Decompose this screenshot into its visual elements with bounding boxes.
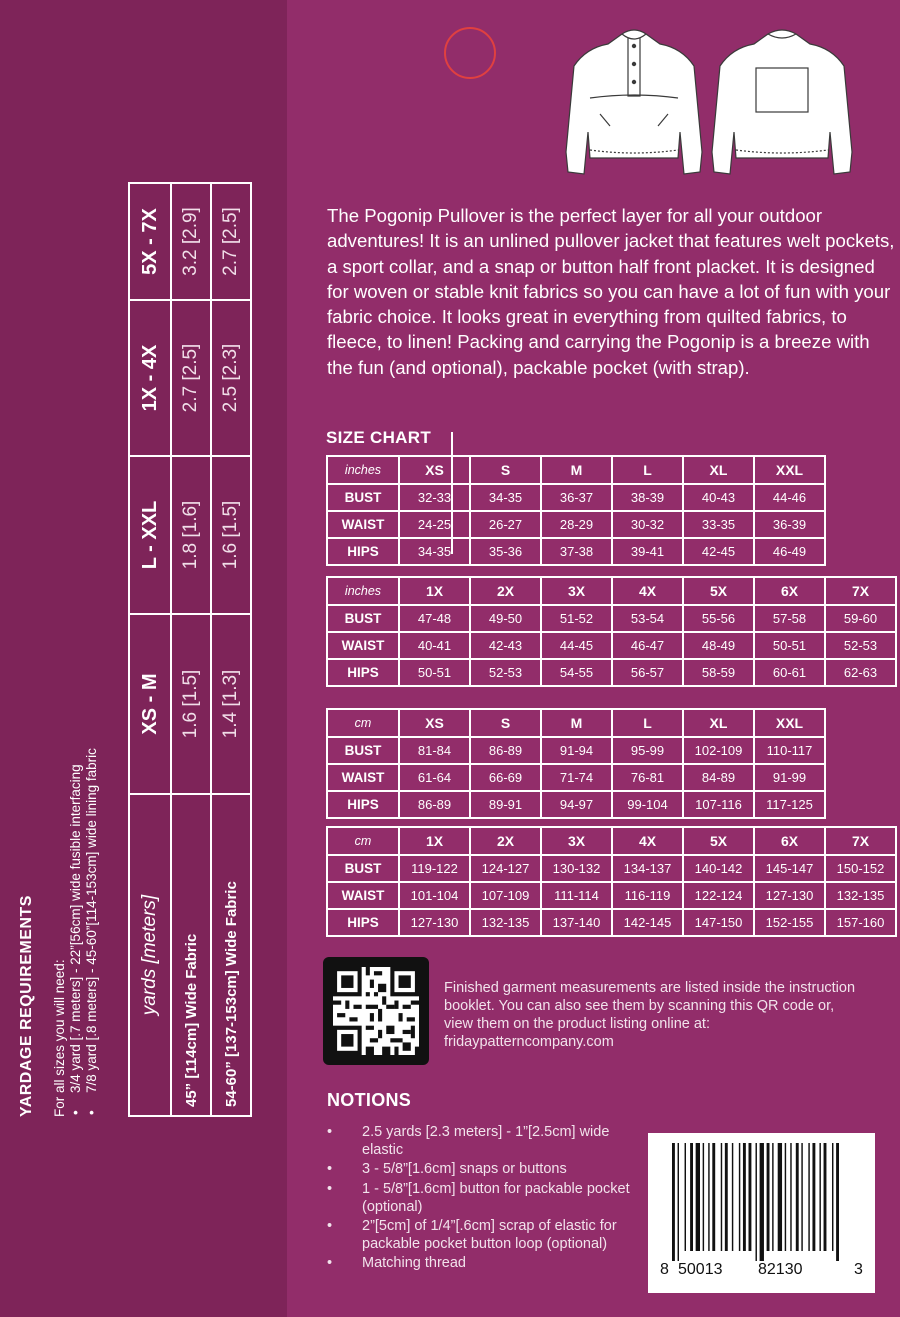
yardage-bullets	[68, 748, 100, 1117]
measurement-value: 53-54	[612, 605, 683, 632]
barcode-bar	[708, 1143, 709, 1251]
measurement-value: 24-25	[399, 511, 470, 538]
measurement-value: 157-160	[825, 909, 896, 936]
size-header: 4X	[612, 827, 683, 855]
barcode-bar	[690, 1143, 693, 1251]
measurement-value: 89-91	[470, 791, 541, 818]
barcode-bar	[756, 1143, 757, 1261]
yardage-size-header: XS - M	[129, 614, 171, 794]
size-table-cm-standard	[326, 708, 826, 819]
measurement-label: BUST	[327, 737, 399, 764]
size-chart-title: SIZE CHART	[326, 428, 431, 447]
barcode-bar	[672, 1143, 675, 1261]
measurement-value: 110-117	[754, 737, 825, 764]
measurement-value: 34-35	[399, 538, 470, 565]
barcode-bar	[725, 1143, 728, 1251]
barcode	[648, 1133, 875, 1293]
barcode-bar	[749, 1143, 752, 1251]
measurement-value: 140-142	[683, 855, 754, 882]
measurement-value: 122-124	[683, 882, 754, 909]
barcode-bar	[808, 1143, 809, 1251]
measurement-value: 34-35	[470, 484, 541, 511]
measurement-value: 50-51	[399, 659, 470, 686]
measurement-label: BUST	[327, 484, 399, 511]
measurement-value: 50-51	[754, 632, 825, 659]
measurement-value: 30-32	[612, 511, 683, 538]
measurement-value: 44-46	[754, 484, 825, 511]
size-table-inches-standard	[326, 455, 826, 566]
barcode-bar	[760, 1143, 764, 1261]
barcode-bars-icon	[672, 1143, 852, 1261]
measurement-value: 127-130	[754, 882, 825, 909]
yardage-value: 2.7 [2.5]	[171, 300, 211, 456]
measurement-value: 117-125	[754, 791, 825, 818]
yardage-table	[128, 182, 252, 1117]
measurement-value: 119-122	[399, 855, 470, 882]
yardage-value: 1.8 [1.6]	[171, 456, 211, 614]
measurement-value: 59-60	[825, 605, 896, 632]
measurement-value: 86-89	[470, 737, 541, 764]
measurement-label: WAIST	[327, 764, 399, 791]
qr-code-pattern	[333, 967, 419, 1055]
measurement-value: 39-41	[612, 538, 683, 565]
barcode-bar	[785, 1143, 786, 1251]
barcode-bar	[772, 1143, 773, 1251]
measurement-value: 127-130	[399, 909, 470, 936]
barcode-digit: 82130	[758, 1261, 803, 1278]
size-header: 4X	[612, 577, 683, 605]
yardage-value: 2.5 [2.3]	[211, 300, 251, 456]
size-header: XL	[683, 456, 754, 484]
size-header: 7X	[825, 577, 896, 605]
barcode-bar	[703, 1143, 704, 1251]
measurement-value: 60-61	[754, 659, 825, 686]
measurement-value: 132-135	[470, 909, 541, 936]
measurement-value: 46-49	[754, 538, 825, 565]
size-header: 1X	[399, 577, 470, 605]
measurement-value: 137-140	[541, 909, 612, 936]
measurement-value: 47-48	[399, 605, 470, 632]
measurement-value: 52-53	[825, 632, 896, 659]
barcode-bar	[836, 1143, 839, 1261]
measurement-value: 54-55	[541, 659, 612, 686]
barcode-bar	[832, 1143, 833, 1251]
size-header: M	[541, 709, 612, 737]
size-header: 5X	[683, 827, 754, 855]
size-table-cm-plus	[326, 826, 897, 937]
yardage-title: YARDAGE REQUIREMENTS	[18, 895, 35, 1117]
notions-list	[327, 1123, 637, 1274]
size-header: 3X	[541, 577, 612, 605]
qr-code-icon[interactable]	[323, 957, 429, 1065]
notions-title: NOTIONS	[327, 1090, 412, 1110]
measurement-label: BUST	[327, 605, 399, 632]
barcode-digit: 3	[854, 1261, 863, 1278]
measurement-value: 35-36	[470, 538, 541, 565]
yardage-value: 3.2 [2.9]	[171, 183, 211, 300]
yardage-value: 1.6 [1.5]	[211, 456, 251, 614]
yardage-row-label: 54-60” [137-153cm] Wide Fabric	[211, 794, 251, 1116]
notion-item: • 3 - 5/8”[1.6cm] snaps or buttons	[327, 1160, 637, 1178]
measurement-value: 36-37	[541, 484, 612, 511]
yardage-size-header: L - XXL	[129, 456, 171, 614]
measurement-label: HIPS	[327, 659, 399, 686]
measurement-label: WAIST	[327, 632, 399, 659]
size-header: 6X	[754, 577, 825, 605]
size-header: L	[612, 456, 683, 484]
measurement-value: 36-39	[754, 511, 825, 538]
barcode-bar	[678, 1143, 679, 1261]
size-table-unit: cm	[327, 827, 399, 855]
pullover-back-icon	[712, 30, 852, 174]
measurement-value: 40-43	[683, 484, 754, 511]
barcode-digit: 8	[660, 1261, 669, 1278]
measurement-label: WAIST	[327, 511, 399, 538]
measurement-label: HIPS	[327, 538, 399, 565]
measurement-label: BUST	[327, 855, 399, 882]
size-header: 3X	[541, 827, 612, 855]
yardage-size-header: 5X - 7X	[129, 183, 171, 300]
size-header: 1X	[399, 827, 470, 855]
barcode-bar	[721, 1143, 722, 1251]
measurement-value: 150-152	[825, 855, 896, 882]
measurement-value: 86-89	[399, 791, 470, 818]
measurement-label: HIPS	[327, 791, 399, 818]
measurement-value: 33-35	[683, 511, 754, 538]
measurement-value: 52-53	[470, 659, 541, 686]
hang-hole-icon	[444, 27, 496, 79]
measurement-value: 56-57	[612, 659, 683, 686]
barcode-bar	[696, 1143, 700, 1251]
measurement-value: 116-119	[612, 882, 683, 909]
yardage-value: 1.4 [1.3]	[211, 614, 251, 794]
measurement-value: 66-69	[470, 764, 541, 791]
notion-item: • 2.5 yards [2.3 meters] - 1”[2.5cm] wide elastic	[327, 1123, 637, 1159]
yardage-row-label: 45” [114cm] Wide Fabric	[171, 794, 211, 1116]
notion-item: • 1 - 5/8”[1.6cm] button for packable pocket (optional)	[327, 1180, 637, 1216]
measurement-value: 142-145	[612, 909, 683, 936]
barcode-bar	[767, 1143, 770, 1251]
barcode-bar	[732, 1143, 733, 1251]
yardage-size-header: 1X - 4X	[129, 300, 171, 456]
measurement-value: 32-33	[399, 484, 470, 511]
measurement-value: 124-127	[470, 855, 541, 882]
yardage-flap	[0, 0, 288, 1317]
measurement-value: 91-94	[541, 737, 612, 764]
measurement-value: 38-39	[612, 484, 683, 511]
measurement-value: 49-50	[470, 605, 541, 632]
measurement-value: 102-109	[683, 737, 754, 764]
measurement-value: 62-63	[825, 659, 896, 686]
measurement-value: 26-27	[470, 511, 541, 538]
size-header: 5X	[683, 577, 754, 605]
barcode-bar	[824, 1143, 827, 1251]
size-table-inches-plus	[326, 576, 897, 687]
size-header: XS	[399, 709, 470, 737]
measurement-value: 42-45	[683, 538, 754, 565]
measurement-value: 58-59	[683, 659, 754, 686]
measurement-value: 51-52	[541, 605, 612, 632]
size-table-unit: inches	[327, 577, 399, 605]
barcode-bar	[819, 1143, 820, 1251]
size-header: 7X	[825, 827, 896, 855]
size-header: L	[612, 709, 683, 737]
barcode-bar	[812, 1143, 815, 1251]
barcode-bar	[801, 1143, 802, 1251]
measurement-value: 44-45	[541, 632, 612, 659]
yardage-bullet: • 7/8 yard [.8 meters] - 45-60”[114-153cm] wide lining fabric	[84, 748, 100, 1117]
measurement-value: 99-104	[612, 791, 683, 818]
measurement-value: 76-81	[612, 764, 683, 791]
measurement-value: 28-29	[541, 511, 612, 538]
yardage-section	[0, 0, 287, 1317]
pullover-illustration	[556, 22, 860, 186]
yardage-intro: For all sizes you will need:	[52, 959, 67, 1117]
measurement-label: HIPS	[327, 909, 399, 936]
measurement-value: 111-114	[541, 882, 612, 909]
yardage-value: 1.6 [1.5]	[171, 614, 211, 794]
measurement-value: 94-97	[541, 791, 612, 818]
measurement-label: WAIST	[327, 882, 399, 909]
yardage-units: yards [meters]	[129, 794, 171, 1116]
measurement-value: 42-43	[470, 632, 541, 659]
qr-caption: Finished garment measurements are listed inside the instruction booklet. You can also see them by scanning this QR code or, view them on the product listing online at: fridaypatterncompany.com	[444, 980, 856, 1050]
notion-item: • Matching thread	[327, 1254, 637, 1272]
barcode-bar	[778, 1143, 782, 1251]
measurement-value: 101-104	[399, 882, 470, 909]
barcode-bar	[685, 1143, 686, 1251]
measurement-value: 40-41	[399, 632, 470, 659]
size-header: 6X	[754, 827, 825, 855]
barcode-bar	[712, 1143, 715, 1251]
size-header: XXL	[754, 456, 825, 484]
size-header: M	[541, 456, 612, 484]
barcode-bar	[743, 1143, 746, 1251]
measurement-value: 48-49	[683, 632, 754, 659]
measurement-value: 107-116	[683, 791, 754, 818]
measurement-value: 91-99	[754, 764, 825, 791]
measurement-value: 37-38	[541, 538, 612, 565]
measurement-value: 57-58	[754, 605, 825, 632]
notion-item: • 2”[5cm] of 1/4”[.6cm] scrap of elastic for packable pocket button loop (optional)	[327, 1217, 637, 1253]
measurement-value: 130-132	[541, 855, 612, 882]
size-table-unit: inches	[327, 456, 399, 484]
measurement-value: 71-74	[541, 764, 612, 791]
size-header: S	[470, 456, 541, 484]
measurement-value: 95-99	[612, 737, 683, 764]
barcode-bar	[739, 1143, 740, 1251]
measurement-value: 46-47	[612, 632, 683, 659]
barcode-bar	[790, 1143, 791, 1251]
measurement-value: 107-109	[470, 882, 541, 909]
barcode-digit: 50013	[678, 1261, 723, 1278]
measurement-value: 84-89	[683, 764, 754, 791]
measurement-value: 134-137	[612, 855, 683, 882]
barcode-bar	[796, 1143, 799, 1251]
measurement-value: 145-147	[754, 855, 825, 882]
measurement-value: 61-64	[399, 764, 470, 791]
measurement-value: 132-135	[825, 882, 896, 909]
size-header: XL	[683, 709, 754, 737]
measurement-value: 81-84	[399, 737, 470, 764]
size-header: 2X	[470, 827, 541, 855]
measurement-value: 147-150	[683, 909, 754, 936]
pullover-front-icon	[566, 30, 702, 174]
size-table-unit: cm	[327, 709, 399, 737]
size-header: XXL	[754, 709, 825, 737]
size-header: 2X	[470, 577, 541, 605]
measurement-value: 55-56	[683, 605, 754, 632]
yardage-bullet: • 3/4 yard [.7 meters] - 22”[56cm] wide fusible interfacing	[68, 748, 84, 1117]
size-header: S	[470, 709, 541, 737]
yardage-value: 2.7 [2.5]	[211, 183, 251, 300]
product-description: The Pogonip Pullover is the perfect layer for all your outdoor adventures! It is an unlined pullover jacket that features welt pockets, a sport collar, and a snap or button half front placket. It is designed for woven or stable knit fabrics so you can have a lot of fun with your fabric choice. It looks great in everything from quilted fabrics, to fleece, to linen! Packing and carrying the Pogonip is a breeze with the fun (and optional), packable pocket (with strap).	[327, 205, 895, 378]
size-header: XS	[399, 456, 470, 484]
measurement-value: 152-155	[754, 909, 825, 936]
